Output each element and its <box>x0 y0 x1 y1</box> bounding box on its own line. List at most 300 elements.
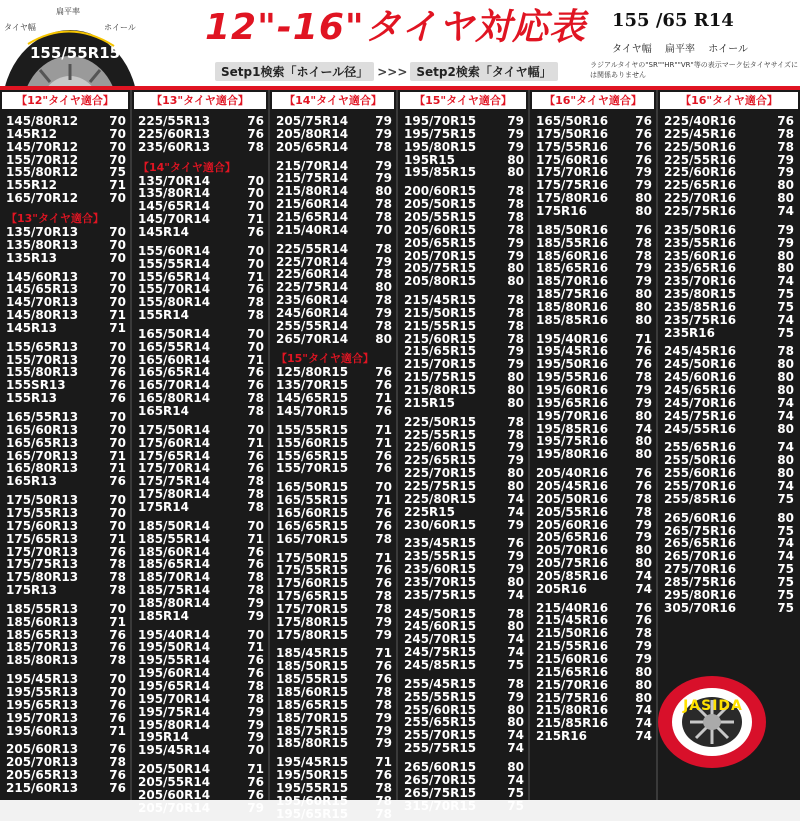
tire-size: 135/70R15 <box>276 378 349 393</box>
fit-index: 80 <box>635 203 652 218</box>
tire-size: 225/55R13 <box>138 114 211 128</box>
fit-index: 78 <box>247 487 264 502</box>
fit-index: 79 <box>635 274 652 289</box>
table-row <box>6 583 128 597</box>
tire-size: 245/85R15 <box>404 658 477 672</box>
fit-index: 71 <box>247 640 264 655</box>
fit-index: 70 <box>247 326 264 341</box>
fit-index: 70 <box>247 422 264 437</box>
fit-index: 76 <box>777 114 794 128</box>
table-row <box>404 274 526 288</box>
fit-index: 80 <box>507 165 524 180</box>
fit-index: 80 <box>777 453 794 468</box>
fit-index: 76 <box>375 378 392 393</box>
fit-index: 70 <box>109 601 126 616</box>
fit-index: 70 <box>109 518 126 533</box>
fit-index: 70 <box>247 199 264 214</box>
fit-index: 74 <box>635 729 652 744</box>
table-row <box>404 396 526 410</box>
tire-label-width: タイヤ幅 <box>4 23 36 32</box>
fit-index: 76 <box>247 126 264 141</box>
tire-size: 195/40R14 <box>138 627 211 642</box>
fit-index: 80 <box>507 395 524 410</box>
tire-size: 175R14 <box>138 499 189 514</box>
fit-index: 74 <box>635 581 652 596</box>
tire-size: 135/70R14 <box>138 173 211 188</box>
fit-index: 71 <box>247 435 264 450</box>
tire-size: 255/60R15 <box>404 702 477 717</box>
tire-size: 215R16 <box>536 729 587 744</box>
fit-index: 71 <box>247 352 264 367</box>
fit-index: 70 <box>109 152 126 167</box>
size-column <box>530 90 658 800</box>
fit-index: 76 <box>109 780 126 795</box>
table-row <box>6 653 128 667</box>
fit-index: 70 <box>109 237 126 252</box>
section-header: 【13"タイヤ適合】 <box>6 211 104 225</box>
tire-size: 145R12 <box>6 126 57 141</box>
fit-index: 79 <box>777 235 794 250</box>
tire-size: 205/55R15 <box>404 209 477 224</box>
table-row <box>664 492 796 506</box>
tire-size: 135/80R14 <box>138 186 211 201</box>
fit-index: 74 <box>777 440 794 455</box>
fit-index: 71 <box>247 269 264 284</box>
tire-label-ratio: 扁平率 <box>56 7 80 16</box>
fit-index: 78 <box>375 267 392 282</box>
tire-size: 175/80R16 <box>536 191 609 206</box>
tire-size: 265/60R16 <box>664 510 737 525</box>
fit-index: 79 <box>635 652 652 666</box>
fit-index: 78 <box>507 676 524 691</box>
fit-index: 70 <box>109 422 126 437</box>
tire-size: 195/55R16 <box>536 370 609 385</box>
table-row <box>404 518 526 532</box>
tire-size: 225/55R16 <box>664 152 737 167</box>
tire-size: 245/55R16 <box>664 421 737 436</box>
tire-size: 215/85R16 <box>536 716 609 731</box>
fit-index: 78 <box>247 295 264 310</box>
tire-size: 205/80R14 <box>276 126 349 141</box>
fit-index: 70 <box>109 191 126 206</box>
tire-size: 145R14 <box>138 224 189 239</box>
tire-size: 245/75R16 <box>664 408 737 423</box>
fit-index: 79 <box>507 357 524 372</box>
tire-size: 235/65R16 <box>664 261 737 276</box>
fit-index: 75 <box>507 785 524 800</box>
tire-size: 215/45R16 <box>536 613 609 628</box>
fit-index: 76 <box>635 139 652 154</box>
fit-index: 74 <box>777 395 794 410</box>
tire-size: 185/50R16 <box>536 222 609 237</box>
tire-size: 245/70R16 <box>664 395 737 410</box>
tire-size: 215/40R14 <box>276 222 349 237</box>
tire-size: 155/55R15 <box>276 422 349 437</box>
fit-index: 78 <box>375 806 392 821</box>
tire-size: 255/50R16 <box>664 453 737 468</box>
fit-index: 70 <box>109 250 126 265</box>
tire-size: 195/55R13 <box>6 685 79 699</box>
fit-index: 75 <box>109 165 126 180</box>
tire-size: 265/70R16 <box>664 549 737 564</box>
fit-index: 78 <box>507 209 524 224</box>
tire-size: 225/55R15 <box>404 427 477 442</box>
tire-size: 165/50R15 <box>276 480 349 495</box>
tire-size: 245/60R15 <box>404 619 477 634</box>
logo-text: JASIDA <box>683 698 743 714</box>
table-row <box>276 332 394 346</box>
fit-index: 70 <box>109 410 126 424</box>
fit-index: 79 <box>635 639 652 654</box>
tire-size: 295/80R16 <box>664 587 737 602</box>
fit-index: 79 <box>247 704 264 719</box>
fit-index: 71 <box>109 178 126 193</box>
fit-index: 70 <box>109 139 126 154</box>
fit-index: 80 <box>507 619 524 634</box>
table-row <box>6 781 128 795</box>
fit-index: 74 <box>507 728 524 743</box>
size-column <box>0 90 132 800</box>
tire-size: 195/60R15 <box>276 793 349 808</box>
tire-size: 225/75R16 <box>664 203 737 218</box>
tire-size: 255/60R16 <box>664 466 737 481</box>
fit-index: 79 <box>375 614 392 629</box>
fit-index: 80 <box>777 191 794 206</box>
fit-index: 78 <box>109 557 126 572</box>
fit-index: 76 <box>635 344 652 359</box>
table-row <box>276 404 394 418</box>
fit-index: 78 <box>507 197 524 212</box>
tire-size: 185/80R13 <box>6 653 79 668</box>
tire-size: 175/75R16 <box>536 178 609 193</box>
table-row <box>536 204 654 218</box>
tire-size: 245/65R16 <box>664 383 737 397</box>
fit-index: 79 <box>375 627 392 642</box>
tire-size: 195/70R15 <box>404 114 477 128</box>
tire-size: 155/60R14 <box>138 243 211 258</box>
fit-index: 75 <box>507 798 524 813</box>
tire-size: 195/65R16 <box>536 395 609 410</box>
fit-index: 80 <box>777 383 794 397</box>
tire-size: 165/70R14 <box>138 378 211 393</box>
tire-size: 305/70R16 <box>664 600 737 615</box>
tire-size: 175/80R13 <box>6 570 79 585</box>
fit-index: 80 <box>777 510 794 525</box>
fit-index: 70 <box>247 256 264 271</box>
fit-index: 70 <box>109 339 126 354</box>
header <box>0 0 800 88</box>
table-row <box>536 313 654 327</box>
tire-size: 235/70R15 <box>404 574 477 589</box>
tire-size: 215/75R16 <box>536 690 609 705</box>
size-spec-labels <box>612 40 758 55</box>
fit-index: 76 <box>247 774 264 789</box>
tire-size: 175R16 <box>536 203 587 218</box>
fit-index: 78 <box>777 344 794 359</box>
fit-index: 78 <box>375 685 392 699</box>
table-row <box>536 582 654 596</box>
fit-index: 71 <box>109 461 126 476</box>
tire-size: 235/60R16 <box>664 248 737 263</box>
fit-index: 80 <box>777 261 794 276</box>
tire-size: 205/55R16 <box>536 504 609 519</box>
tire-size: 245/70R15 <box>404 632 477 647</box>
fit-index: 76 <box>375 576 392 591</box>
fit-index: 76 <box>109 742 126 757</box>
fit-index: 80 <box>635 677 652 692</box>
tire-size: 165/60R14 <box>138 352 211 367</box>
tire-size: 145/70R13 <box>6 295 79 310</box>
fit-index: 78 <box>375 589 392 604</box>
tire-size: 215/80R15 <box>404 383 477 397</box>
fit-index: 79 <box>375 126 392 141</box>
fit-index: 74 <box>507 645 524 660</box>
fit-index: 75 <box>777 562 794 577</box>
fit-index: 78 <box>507 305 524 320</box>
fit-index: 70 <box>247 743 264 758</box>
fit-index: 78 <box>635 248 652 263</box>
fit-index: 75 <box>777 587 794 602</box>
tire-size: 175/65R15 <box>276 589 349 604</box>
table-row <box>404 658 526 672</box>
table-row <box>536 729 654 743</box>
tire-size: 195/65R14 <box>138 679 211 693</box>
tire-size: 205/75R14 <box>276 114 349 128</box>
tire-size: 245/50R16 <box>664 357 737 372</box>
fit-index: 78 <box>375 241 392 256</box>
fit-index: 78 <box>777 139 794 154</box>
fit-index: 78 <box>635 235 652 250</box>
column-header: 【14"タイヤ適合】 <box>272 92 394 109</box>
fit-index: 80 <box>635 191 652 206</box>
tire-size: 185/65R15 <box>276 697 349 712</box>
logo <box>655 660 770 770</box>
tire-size: 165/65R13 <box>6 435 79 450</box>
tire-size: 205/70R14 <box>138 800 211 815</box>
fit-index: 71 <box>109 531 126 546</box>
fit-index: 79 <box>375 710 392 725</box>
fit-index: 70 <box>109 269 126 284</box>
table-row <box>276 736 394 750</box>
fit-index: 79 <box>375 736 392 751</box>
table-row <box>276 140 394 154</box>
size-column <box>398 90 530 813</box>
tire-size: 195/55R15 <box>276 780 349 795</box>
tire-size: 145/70R12 <box>6 139 79 154</box>
table-row <box>276 223 394 237</box>
tire-size: 225/70R16 <box>664 191 737 206</box>
fit-index: 76 <box>375 461 392 476</box>
tire-size: 195/75R15 <box>404 126 477 141</box>
fit-index: 80 <box>635 434 652 449</box>
tire-size: 155/55R14 <box>138 256 211 271</box>
fit-index: 76 <box>375 518 392 533</box>
fit-index: 70 <box>247 186 264 201</box>
fit-index: 80 <box>777 421 794 436</box>
fit-index: 78 <box>109 755 126 770</box>
tire-size: 175/55R15 <box>276 563 349 578</box>
tire-size: 235/85R16 <box>664 299 737 314</box>
column-header: 【16"タイヤ適合】 <box>660 92 798 109</box>
fit-index: 74 <box>777 274 794 289</box>
tire-size: 255/75R15 <box>404 741 477 756</box>
tire-size: 225/60R14 <box>276 267 349 282</box>
tire-size: 155/70R13 <box>6 352 79 367</box>
fit-index: 76 <box>247 544 264 559</box>
fit-index: 71 <box>109 448 126 463</box>
fit-index: 71 <box>375 550 392 565</box>
tire-size: 215/60R15 <box>404 331 477 346</box>
tire-size: 125/80R15 <box>276 365 349 380</box>
fit-index: 70 <box>109 282 126 297</box>
fit-index: 76 <box>109 544 126 559</box>
tire-size: 215/75R14 <box>276 171 349 186</box>
fit-index: 78 <box>247 499 264 514</box>
fit-index: 70 <box>247 627 264 642</box>
fit-index: 71 <box>109 723 126 738</box>
tire-size: 205/60R15 <box>404 222 477 237</box>
fit-index: 70 <box>109 114 126 128</box>
tire-size: 185/75R15 <box>276 723 349 738</box>
fit-index: 78 <box>507 293 524 308</box>
fit-index: 70 <box>247 339 264 354</box>
tire-size: 175/60R13 <box>6 518 79 533</box>
table-row <box>6 251 128 265</box>
fit-index: 79 <box>375 723 392 738</box>
fit-index: 78 <box>109 653 126 668</box>
tire-size: 225/60R15 <box>404 440 477 455</box>
tire-size: 185/80R16 <box>536 299 609 314</box>
tire-size: 185/55R16 <box>536 235 609 250</box>
tire-size: 165/55R13 <box>6 410 79 424</box>
tire-size: 135/70R13 <box>6 224 79 239</box>
fit-index: 71 <box>375 435 392 450</box>
tire-size: 215/60R14 <box>276 197 349 212</box>
tire-size: 215/80R14 <box>276 184 349 199</box>
fit-index: 78 <box>375 780 392 795</box>
fit-index: 76 <box>109 710 126 725</box>
tire-size: 205/55R14 <box>138 774 211 789</box>
tire-size: 145/70R14 <box>138 212 211 227</box>
tire-size: 225R15 <box>404 504 455 519</box>
fit-index: 76 <box>247 282 264 297</box>
tire-size: 195/70R16 <box>536 408 609 423</box>
fit-index: 79 <box>375 158 392 173</box>
table-row <box>536 447 654 461</box>
fit-index: 70 <box>109 352 126 367</box>
tire-size: 245/60R14 <box>276 305 349 320</box>
tire-size: 245/50R15 <box>404 606 477 621</box>
fit-index: 76 <box>247 461 264 476</box>
fit-index: 74 <box>507 772 524 787</box>
fit-index: 76 <box>375 672 392 687</box>
tire-size: 185/65R13 <box>6 627 79 642</box>
tire-size: 265/70R15 <box>404 772 477 787</box>
radial-note: ラジアルタイヤの"SR""HR""VR"等の表示マーク伝タイヤサイズには関係ありません <box>590 61 799 79</box>
tire-size: 155/70R15 <box>276 461 349 476</box>
fit-index: 76 <box>507 536 524 551</box>
fit-index: 78 <box>635 504 652 519</box>
tire-size: 225/75R15 <box>404 478 477 493</box>
fit-index: 76 <box>635 600 652 615</box>
tire-size: 255/55R15 <box>404 689 477 704</box>
tire-size: 215R15 <box>404 395 455 410</box>
tire-size: 175/80R15 <box>276 614 349 629</box>
tire-size: 235/55R16 <box>664 235 737 250</box>
fit-index: 79 <box>635 383 652 397</box>
fit-index: 76 <box>375 404 392 418</box>
fit-index: 76 <box>375 448 392 463</box>
fit-index: 76 <box>247 557 264 572</box>
fit-index: 79 <box>507 139 524 154</box>
fit-index: 71 <box>635 331 652 346</box>
fit-index: 80 <box>777 357 794 372</box>
fit-index: 79 <box>635 165 652 180</box>
fit-index: 79 <box>375 114 392 128</box>
fit-index: 70 <box>247 243 264 258</box>
tire-size: 185/55R15 <box>276 672 349 687</box>
fit-index: 70 <box>109 126 126 141</box>
fit-index: 80 <box>507 478 524 493</box>
fit-index: 74 <box>635 421 652 436</box>
fit-index: 80 <box>507 466 524 481</box>
tire-label-wheel: ホイール <box>104 23 136 32</box>
fit-index: 78 <box>109 570 126 585</box>
fit-index: 76 <box>375 659 392 674</box>
fit-index: 80 <box>635 299 652 314</box>
tire-size: 185/75R16 <box>536 287 609 302</box>
tire-size: 205/85R16 <box>536 568 609 583</box>
tire-size: 215/75R15 <box>404 370 477 385</box>
tire-size: 230/60R15 <box>404 517 477 532</box>
fit-index: 70 <box>109 672 126 687</box>
tire-size: 175/55R16 <box>536 139 609 154</box>
fit-index: 78 <box>247 583 264 598</box>
fit-index: 70 <box>109 435 126 450</box>
fit-index: 76 <box>635 613 652 628</box>
table-row <box>276 461 394 475</box>
fit-index: 80 <box>777 466 794 481</box>
fit-index: 79 <box>507 689 524 704</box>
tire-size: 185/60R15 <box>276 685 349 699</box>
fit-index: 78 <box>375 139 392 154</box>
fit-index: 78 <box>507 331 524 346</box>
table-row <box>664 601 796 615</box>
tire-size: 165/65R15 <box>276 518 349 533</box>
tire-size: 205/75R16 <box>536 556 609 571</box>
tire-size: 215/60R13 <box>6 780 79 795</box>
fit-index: 74 <box>507 632 524 647</box>
tire-size: 225/50R15 <box>404 414 477 429</box>
tire-size: 265/75R16 <box>664 523 737 538</box>
fit-index: 71 <box>109 320 126 335</box>
tire-size: 205/50R14 <box>138 762 211 777</box>
tire-size: 215/60R16 <box>536 652 609 666</box>
section-header: 【15"タイヤ適合】 <box>276 352 374 366</box>
size-column <box>132 90 270 815</box>
tire-size: 165/50R16 <box>536 114 609 128</box>
tire-size: 165/55R14 <box>138 339 211 354</box>
fit-index: 80 <box>375 280 392 295</box>
table-row <box>138 743 266 757</box>
tire-size: 195/70R13 <box>6 710 79 725</box>
tire-size: 155/65R15 <box>276 448 349 463</box>
fit-index: 70 <box>109 505 126 520</box>
fit-index: 78 <box>507 414 524 429</box>
tire-size: 195/60R16 <box>536 383 609 397</box>
spec-label-width: タイヤ幅 <box>612 44 652 55</box>
tire-size: 235/70R16 <box>664 274 737 289</box>
